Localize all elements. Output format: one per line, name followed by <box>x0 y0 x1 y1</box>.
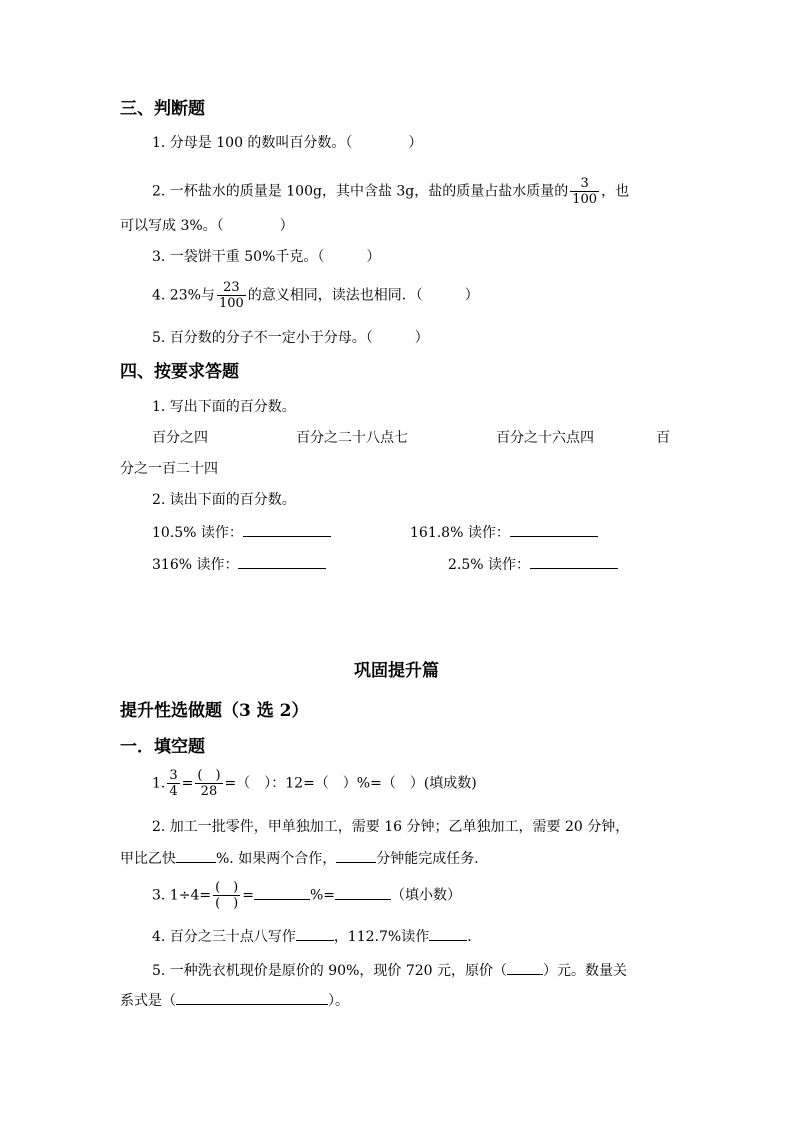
fill-q5-line1 <box>152 960 627 980</box>
fill-q2-text-b: %. 如果两个合作， <box>216 851 337 867</box>
answer-blank[interactable] <box>530 554 618 569</box>
fill-q2-text-c: 分钟能完成任务. <box>376 851 479 867</box>
fill-q3 <box>152 880 461 911</box>
fill-q3-tail: （填小数） <box>391 887 462 904</box>
read-item-4 <box>448 554 618 574</box>
fill-q5-text-d: ）。 <box>328 993 349 1009</box>
judgement-q1: 1. 分母是 100 的数叫百分数。（ ） <box>152 135 423 151</box>
fill-q1-number: 1. <box>152 775 166 792</box>
read-item-label: 2.5% 读作： <box>448 557 531 573</box>
answer-blank[interactable] <box>429 926 467 941</box>
fraction-numerator: 23 <box>217 280 246 296</box>
judgement-q2-text: 2. 一杯盐水的质量是 100g，其中含盐 3g，盐的质量占盐水质量的 <box>152 183 569 200</box>
fill-q5-text-b: ）元。数量关 <box>543 963 627 979</box>
fill-q2-line1: 2. 加工一批零件，甲单独加工，需要 16 分钟；乙单独加工，需要 20 分钟， <box>152 819 630 835</box>
read-item-2 <box>410 522 598 542</box>
answer-blank[interactable] <box>336 848 376 863</box>
answer-q2: 2. 读出下面的百分数。 <box>152 492 296 508</box>
fraction-denominator: ( ) <box>215 896 239 911</box>
fraction-blank-28 <box>195 768 222 799</box>
equals-sign: = <box>242 887 254 904</box>
fraction-denominator: 100 <box>572 192 598 207</box>
section-title-fill: 一．填空题 <box>120 737 205 757</box>
part-title: 巩固提升篇 <box>354 661 439 681</box>
fill-q4-text-a: 4. 百分之三十点八写作 <box>152 929 296 945</box>
fill-q2-text-a: 甲比乙快 <box>120 851 176 867</box>
read-item-3 <box>152 554 326 574</box>
fill-q5-line2 <box>120 990 349 1010</box>
fill-q4-text-c: . <box>467 929 472 945</box>
judgement-q4 <box>152 280 479 311</box>
answer-blank[interactable] <box>296 926 334 941</box>
answer-item-1: 百分之四 <box>152 430 208 446</box>
fraction-denominator: 100 <box>218 296 244 311</box>
read-item-label: 161.8% 读作： <box>410 525 510 541</box>
part-subtitle: 提升性选做题（3 选 2） <box>120 701 309 721</box>
fill-q5-text-a: 5. 一种洗衣机现价是原价的 90%，现价 720 元，原价（ <box>152 963 507 979</box>
answer-blank[interactable] <box>238 554 326 569</box>
answer-item-4: 百 <box>656 430 670 446</box>
fill-q4-text-b: ，112.7%读作 <box>333 929 430 945</box>
judgement-q2 <box>152 176 629 207</box>
read-item-label: 316% 读作： <box>152 557 239 573</box>
answer-blank[interactable] <box>176 848 216 863</box>
answer-blank[interactable] <box>176 990 328 1005</box>
answer-item-2: 百分之二十八点七 <box>296 430 408 446</box>
fill-q2-line2 <box>120 848 479 868</box>
answer-blank[interactable] <box>507 960 543 975</box>
judgement-q3: 3. 一袋饼干重 50%千克。（ ） <box>152 249 381 265</box>
fraction-3-100 <box>570 176 599 207</box>
fraction-blank-blank <box>213 880 240 911</box>
answer-q1: 1. 写出下面的百分数。 <box>152 399 296 415</box>
fraction-denominator: 28 <box>200 784 218 799</box>
fraction-3-4 <box>167 768 179 799</box>
fill-q3-text: 3. 1÷4= <box>152 887 212 904</box>
fill-q1 <box>152 768 477 799</box>
judgement-q2-line2: 可以写成 3%。（ ） <box>120 218 294 234</box>
read-item-1 <box>152 522 331 542</box>
read-item-label: 10.5% 读作： <box>152 525 243 541</box>
fill-q1-tail: =（ ）：12=（ ）%=（ ）(填成数) <box>224 775 477 792</box>
judgement-q2-tail: ，也 <box>601 183 630 200</box>
answer-blank[interactable] <box>243 522 331 537</box>
fraction-numerator: 3 <box>570 176 599 192</box>
fraction-denominator: 4 <box>169 784 178 799</box>
section-title-judgement: 三、判断题 <box>120 99 205 119</box>
judgement-q4-tail: 的意义相同，读法也相同．（ ） <box>247 287 479 304</box>
answer-blank[interactable] <box>254 885 310 900</box>
fraction-23-100 <box>217 280 246 311</box>
fraction-numerator: ( ) <box>215 880 239 895</box>
answer-item-3: 百分之十六点四 <box>496 430 594 446</box>
answer-blank[interactable] <box>335 885 391 900</box>
answer-item-4-cont: 分之一百二十四 <box>120 461 218 477</box>
section-title-answer: 四、按要求答题 <box>120 362 239 382</box>
equals-sign: = <box>181 775 194 792</box>
fraction-numerator: 3 <box>169 768 178 783</box>
fraction-numerator: ( ) <box>197 768 221 783</box>
percent-equals: %= <box>309 887 336 904</box>
judgement-q4-text: 4. 23%与 <box>152 287 215 304</box>
fill-q5-text-c: 系式是（ <box>120 993 176 1009</box>
judgement-q5: 5. 百分数的分子不一定小于分母。（ ） <box>152 330 429 346</box>
fill-q4 <box>152 926 472 946</box>
answer-blank[interactable] <box>510 522 598 537</box>
